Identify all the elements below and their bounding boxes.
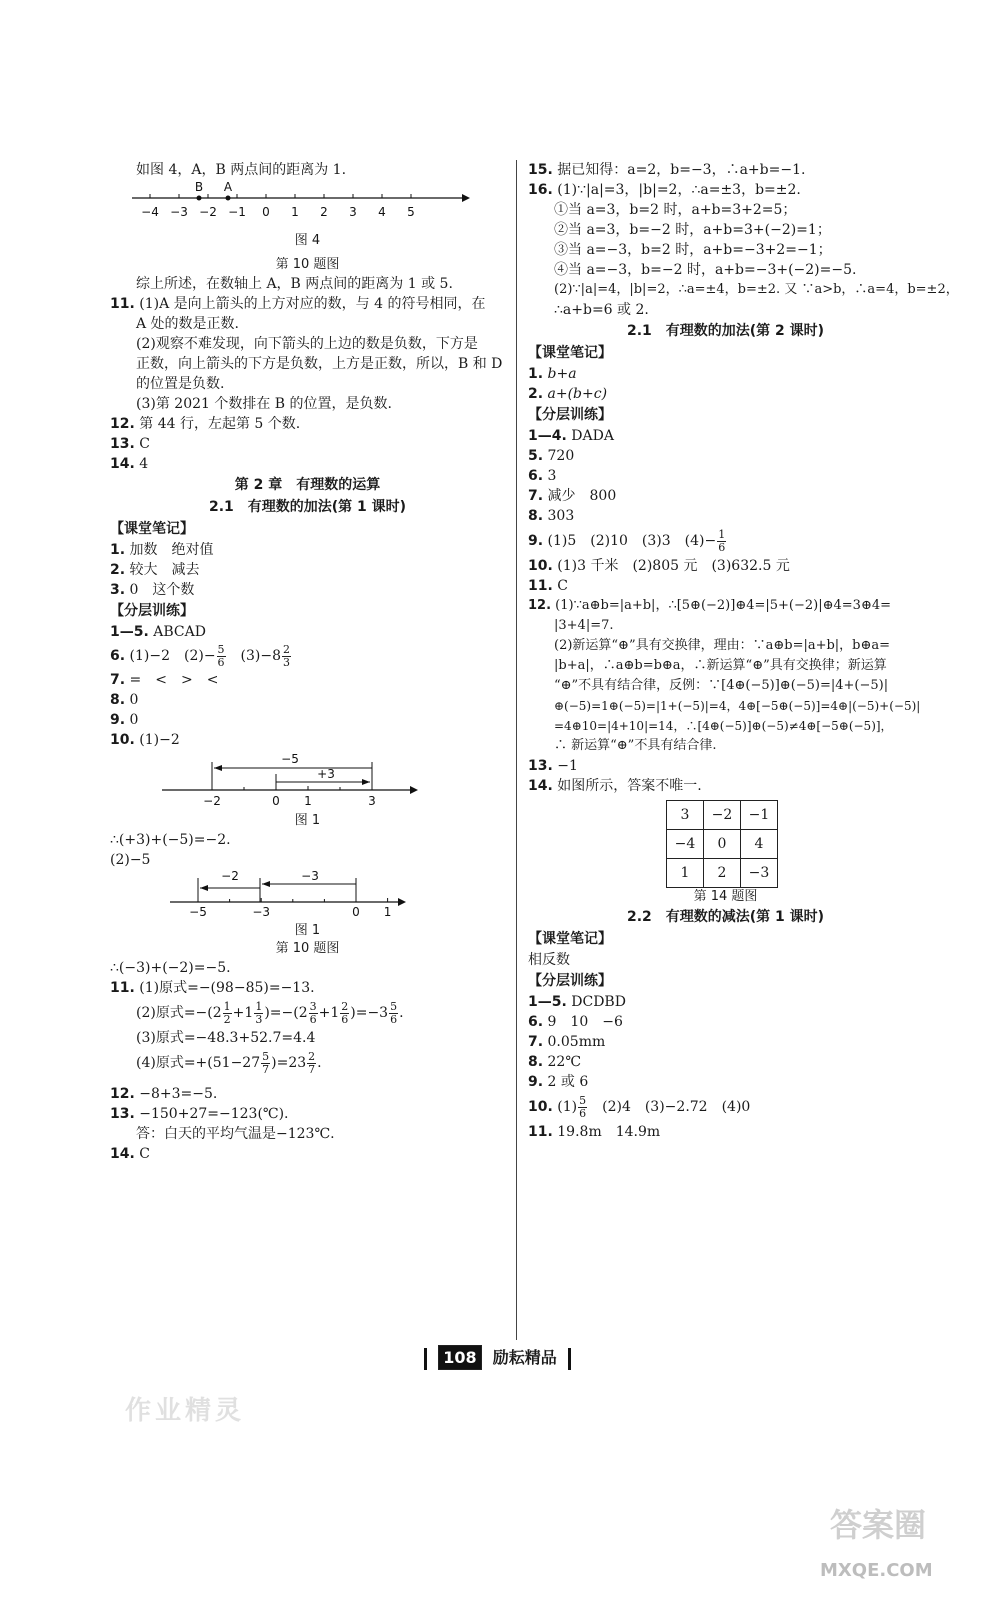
figure-4-label: 图 4 xyxy=(294,233,321,248)
grid-cell: −1 xyxy=(741,801,778,830)
figure-10b-caption: 第 10 题图 xyxy=(275,941,340,956)
grid-cell: 4 xyxy=(741,830,778,859)
answer-10: 10. (1)−2 xyxy=(110,732,180,748)
figure-1b-number-line xyxy=(110,870,505,922)
watermark-answer-circle: 答案圈 xyxy=(830,1506,927,1544)
answer-6: 6. 3 xyxy=(528,468,557,484)
tick-label: −1 xyxy=(228,205,246,219)
answer-14: 14. 4 xyxy=(110,456,149,472)
tick-label: −3 xyxy=(170,205,188,219)
tick-label: 3 xyxy=(349,205,357,219)
answer-12b: 12. −8+3=−5. xyxy=(110,1086,218,1102)
grid-cell: 2 xyxy=(704,859,741,888)
answer-15: 15. 据已知得：a=2，b=−3，∴a+b=−1. xyxy=(528,162,806,178)
tick-label: 1 xyxy=(383,905,392,918)
tick-label: 3 xyxy=(368,794,376,808)
answer-9: 9. 0 xyxy=(110,712,139,728)
answer-11b-1: 11. (1)原式=−(98−85)=−13. xyxy=(110,980,315,996)
summary-line: 综上所述，在数轴上 A，B 两点间的距离为 1 或 5. xyxy=(136,276,453,292)
arrow-label-minus5: −5 xyxy=(281,752,299,766)
answer-11: 11. 19.8m 14.9m xyxy=(528,1124,661,1140)
page-footer xyxy=(0,1345,995,1370)
answer-14b: 14. C xyxy=(110,1146,150,1162)
answer-11b-2: (2)原式=−(2 $\frac{1}{2}$ +1 $\frac{1}{3}$ )=−(2 $\frac{3}{6}$ +1 $\frac{2}{6}$ )=−3 $\frac{5}{6}$ . xyxy=(136,999,404,1026)
arrow-label-minus2: −2 xyxy=(221,870,239,883)
answer-13: 13. C xyxy=(110,436,150,452)
answer-7: 7. 0.05mm xyxy=(528,1034,606,1050)
answer-5: 5. 720 xyxy=(528,448,575,464)
answer-12-line: (2)新运算“⊕”具有交换律，理由：∵a⊕b=|a+b|，b⊕a= xyxy=(554,638,891,653)
left-column xyxy=(110,160,505,1164)
answer-9: 9. (1)5 (2)10 (3)3 (4)− $\frac{1}{6}$ xyxy=(528,527,726,554)
answer-11-line: A 处的数是正数. xyxy=(136,316,240,332)
watermark-homework: 作业精灵 xyxy=(125,1396,246,1426)
note-3: 3. 0 这个数 xyxy=(110,582,195,598)
notes-heading: 【课堂笔记】 xyxy=(528,931,612,947)
point-b xyxy=(197,196,202,201)
answer-16-case: ④当 a=−3，b=−2 时，a+b=−3+(−2)=−5. xyxy=(554,262,857,278)
result-2: ∴(−3)+(−2)=−5. xyxy=(110,960,231,976)
tick-label: 2 xyxy=(320,205,328,219)
section-title-2: 2.1 有理数的加法(第 2 课时) xyxy=(626,323,825,339)
answer-13: 13. −1 xyxy=(528,758,578,774)
arrow-label-plus3: +3 xyxy=(317,767,335,781)
answer-7: 7. = < > < xyxy=(110,672,219,688)
answer-11-line: 正数，向上箭头的下方是负数，上方是正数，所以，B 和 D xyxy=(136,356,503,372)
magic-square-grid xyxy=(666,800,778,888)
tick-label: 4 xyxy=(378,205,386,219)
training-heading: 【分层训练】 xyxy=(528,973,612,989)
answer-9: 9. 2 或 6 xyxy=(528,1074,589,1090)
note-1: 1. 加数 绝对值 xyxy=(110,542,214,558)
answer-12: 12. (1)∵a⊕b=|a+b|，∴[5⊕(−2)]⊕4=|5+(−2)|⊕4=3⊕4= xyxy=(528,598,891,613)
number-line-svg xyxy=(110,870,505,918)
answer-6: 6. 9 10 −6 xyxy=(528,1014,623,1030)
result-1: ∴(+3)+(−5)=−2. xyxy=(110,832,231,848)
answer-1-4: 1—4. DADA xyxy=(528,428,614,444)
tick-label: 5 xyxy=(407,205,415,219)
answer-1-5: 1—5. ABCAD xyxy=(110,624,206,640)
answer-11-line: 的位置是负数. xyxy=(136,376,225,392)
intro-line: 如图 4，A，B 两点间的距离为 1. xyxy=(136,162,347,178)
answer-8: 8. 0 xyxy=(110,692,139,708)
tick-label: 1 xyxy=(304,794,312,808)
answer-12-line: ⊕(−5)=1⊕(−5)=|1+(−5)|=4，4⊕[−5⊕(−5)]=4⊕|(−5)+(−5)| xyxy=(554,699,921,713)
tick-label: 0 xyxy=(352,905,360,918)
answer-11b-3: (3)原式=−48.3+52.7=4.4 xyxy=(136,1030,316,1046)
answer-12-line: |b+a|，∴a⊕b=b⊕a，∴新运算“⊕”具有交换律；新运算 xyxy=(554,658,887,673)
grid-cell: 3 xyxy=(667,801,704,830)
figure-1a-number-line xyxy=(110,750,505,812)
notes-heading: 【课堂笔记】 xyxy=(110,521,194,537)
note-3: 相反数 xyxy=(528,952,570,968)
answer-11: 11. C xyxy=(528,578,568,594)
point-a-label: A xyxy=(223,180,233,194)
answer-7: 7. 减少 800 xyxy=(528,488,617,504)
grid-cell: 0 xyxy=(704,830,741,859)
brand-name: 励耘精品 xyxy=(492,1348,557,1367)
answer-16-case: ②当 a=3，b=−2 时，a+b=3+(−2)=1； xyxy=(554,222,831,238)
section-title: 2.1 有理数的加法(第 1 课时) xyxy=(208,499,407,515)
answer-10: 10. (1)3 千米 (2)805 元 (3)632.5 元 xyxy=(528,558,790,574)
tick-label: −4 xyxy=(141,205,159,219)
answer-16-part2: (2)∵|a|=4，|b|=2，∴a=±4，b=±2. 又 ∵a>b，∴a=4，b=±2， xyxy=(554,282,959,297)
right-column xyxy=(528,160,959,1142)
part-2: (2)−5 xyxy=(110,852,151,868)
note-1: 1. b+a xyxy=(528,366,577,382)
answer-16: 16. (1)∵|a|=3，|b|=2，∴a=±3，b=±2. xyxy=(528,182,801,198)
footer-bar-left xyxy=(424,1348,427,1370)
tick-label: 1 xyxy=(291,205,299,219)
grid-cell: 1 xyxy=(667,859,704,888)
figure-1b-label: 图 1 xyxy=(294,923,321,938)
answer-10: 10. (1) $\frac{5}{6}$ (2)4 (3)−2.72 (4)0 xyxy=(528,1093,751,1120)
answer-12-line: ∴ 新运算“⊕”不具有结合律. xyxy=(554,738,717,753)
grid-cell: −2 xyxy=(704,801,741,830)
training-heading: 【分层训练】 xyxy=(528,407,612,423)
notes-heading: 【课堂笔记】 xyxy=(528,345,612,361)
page-number: 108 xyxy=(438,1345,481,1370)
answer-11b-4: (4)原式=+(51−27 $\frac{5}{7}$ )=23 $\frac{2}{7}$ . xyxy=(136,1049,322,1076)
answer-13b: 13. −150+27=−123(℃). xyxy=(110,1106,289,1122)
arrow-label-minus3: −3 xyxy=(301,870,319,883)
answer-8: 8. 22℃ xyxy=(528,1054,581,1070)
point-a xyxy=(226,196,231,201)
answer-6: 6. (1)−2 (2)− $\frac{5}{6}$ (3)−8 $\frac{2}{3}$ xyxy=(110,642,291,669)
number-line-svg xyxy=(110,180,505,228)
grid-cell: −3 xyxy=(741,859,778,888)
section-title-3: 2.2 有理数的减法(第 1 课时) xyxy=(626,909,825,925)
answer-16-case: ①当 a=3，b=2 时，a+b=3+2=5； xyxy=(554,202,797,218)
column-divider xyxy=(516,160,517,1340)
answer-16-result: ∴a+b=6 或 2. xyxy=(554,302,649,318)
tick-label: −2 xyxy=(199,205,217,219)
note-2: 2. a+(b+c) xyxy=(528,386,608,402)
number-line-svg xyxy=(110,750,505,808)
training-heading: 【分层训练】 xyxy=(110,603,194,619)
point-b-label: B xyxy=(194,180,204,194)
answer-11-line: (2)观察不难发现，向下箭头的上边的数是负数，下方是 xyxy=(136,336,478,352)
tick-label: −2 xyxy=(203,794,221,808)
answer-16-case: ③当 a=−3，b=2 时，a+b=−3+2=−1； xyxy=(554,242,832,258)
figure-10-caption: 第 10 题图 xyxy=(275,257,340,272)
grid-cell: −4 xyxy=(667,830,704,859)
footer-bar-right xyxy=(568,1348,571,1370)
answer-12-line: =4⊕10=|4+10|=14，∴[4⊕(−5)]⊕(−5)≠4⊕[−5⊕(−5)]， xyxy=(554,719,893,733)
note-2: 2. 较大 减去 xyxy=(110,562,200,578)
answer-12: 12. 第 44 行，左起第 5 个数. xyxy=(110,416,301,432)
grid-caption: 第 14 题图 xyxy=(693,889,758,904)
watermark-site: MXQE.COM xyxy=(820,1560,933,1581)
tick-label: 0 xyxy=(262,205,270,219)
tick-label: 0 xyxy=(272,794,280,808)
answer-13b-reply: 答：白天的平均气温是−123℃. xyxy=(136,1126,335,1142)
tick-label: −5 xyxy=(189,905,207,918)
answer-12-line: “⊕”不具有结合律，反例：∵[4⊕(−5)]⊕(−5)=|4+(−5)| xyxy=(554,678,889,693)
answer-11-line: (3)第 2021 个数排在 B 的位置，是负数. xyxy=(136,396,392,412)
figure-1a-label: 图 1 xyxy=(294,813,321,828)
figure-4-number-line xyxy=(110,180,505,232)
answer-11: 11. (1)A 是向上箭头的上方对应的数，与 4 的符号相同，在 xyxy=(110,296,486,312)
answer-8: 8. 303 xyxy=(528,508,575,524)
answer-1-5: 1—5. DCDBD xyxy=(528,994,626,1010)
tick-label: −3 xyxy=(252,905,271,918)
answer-14: 14. 如图所示，答案不唯一. xyxy=(528,778,702,794)
answer-12-line: |3+4|=7. xyxy=(554,618,614,633)
chapter-title: 第 2 章 有理数的运算 xyxy=(234,477,381,493)
